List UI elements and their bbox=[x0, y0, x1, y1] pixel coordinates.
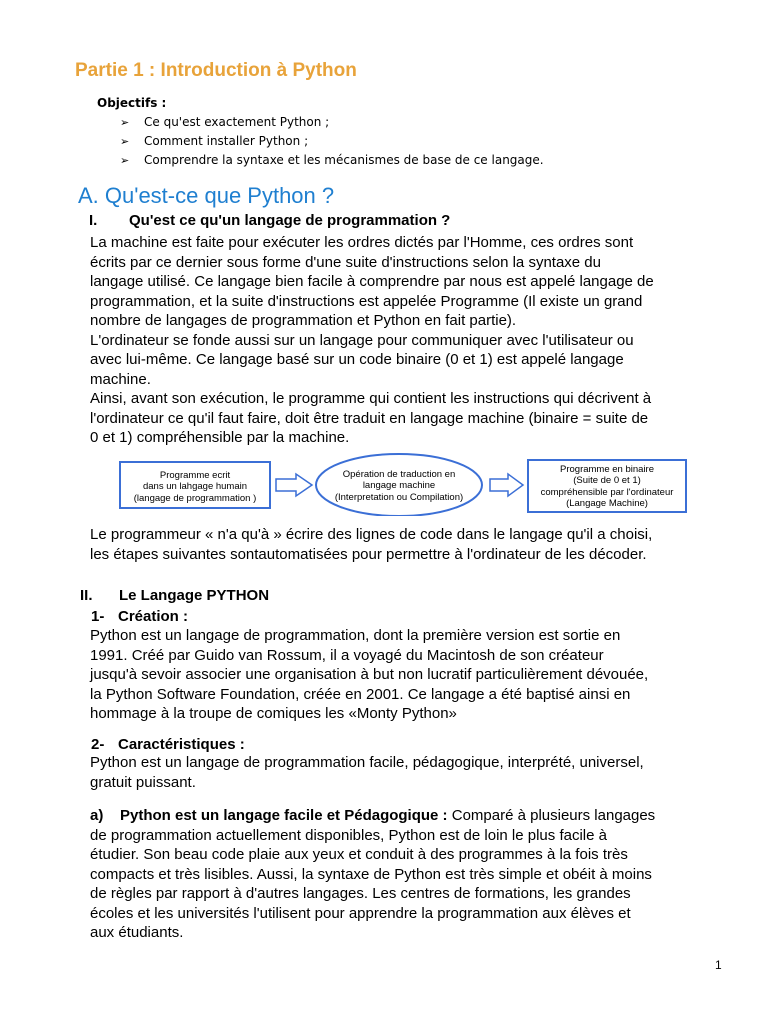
feature-a-paragraph: a) Python est un langage facile et Pédagogique : Comparé à plusieurs langages de programmation actuellement disponibles, Python est de loin le plus facile à étudier. Son beau code plaie aux yeux et conduit à des programmes à la fois très compacts et très lisibles. Aussi, la syntaxe de Python est très simple et obéit à moins de règles par rapport à d'autres langages. Les centres de formations, les grandes écoles et les universités l'utilisent pour apprendre la programmation aux élèves et aux étudiants. bbox=[90, 807, 656, 941]
arrowhead-bullet-icon: ➢ bbox=[120, 154, 130, 167]
caracteristiques-heading: 2- Caractéristiques : bbox=[91, 736, 245, 753]
machine-language-box-line: compréhensible par l'ordinateur bbox=[540, 487, 674, 498]
translation-diagram bbox=[118, 452, 690, 516]
page-title: Partie 1 : Introduction à Python bbox=[75, 60, 357, 81]
arrowhead-bullet-icon: ➢ bbox=[120, 135, 130, 148]
caracteristiques-paragraph: Python est un langage de programmation facile, pédagogique, interprété, universel, gratuit puissant. bbox=[90, 754, 644, 791]
right-arrow-icon bbox=[490, 474, 523, 496]
section-a-heading: A. Qu'est-ce que Python ? bbox=[78, 183, 335, 208]
page-number: 1 bbox=[715, 958, 722, 972]
list-item: ➢ Comprendre la syntaxe et les mécanismes de base de ce langage. bbox=[120, 151, 544, 170]
translation-ellipse-line: (Interpretation ou Compilation) bbox=[334, 492, 464, 503]
machine-language-box-line: (Langage Machine) bbox=[566, 498, 648, 509]
right-arrow-icon bbox=[276, 474, 312, 496]
translation-ellipse-line: Opération de traduction en bbox=[342, 469, 456, 480]
arrowhead-bullet-icon: ➢ bbox=[120, 116, 130, 129]
feature-a-num: a) bbox=[90, 807, 104, 824]
section-i-paragraph-2: Le programmeur « n'a qu'à » écrire des lignes de code dans le langage qu'il a choisi, les étapes suivantes sontautomatisées pour permettre à l'ordinateur de les décoder. bbox=[90, 526, 653, 563]
objectives-label: Objectifs : bbox=[97, 96, 167, 110]
creation-heading: 1- Création : bbox=[91, 608, 189, 625]
section-i-paragraph: La machine est faite pour exécuter les ordres dictés par l'Homme, ces ordres sont écrits par ce dernier sous forme d'une suite d'instructions selon la syntaxe du langage utilisé. Ce langage bien facile à comprendre par nous est appelé langage de programmation, et la suite d'instructions est appelée Programme (Il existe un grand nombre de langages de programmation et Python en fait partie). L'ordinateur se fonde aussi sur un langage pour communiquer avec l'utilisateur ou avec lui-même. Ce langage basé sur un code binaire (0 et 1) est appelé langage machine. Ainsi, avant son exécution, le programme qui contient les instructions qui décrivent à l'ordinateur ce qu'il faut faire, doit être traduit en langage machine (binaire = suite de 0 et 1) compréhensible par la machine. bbox=[90, 234, 654, 446]
human-language-box-line: (langage de programmation ) bbox=[133, 493, 257, 504]
section-i-heading: I. Qu'est ce qu'un langage de programmation ? bbox=[89, 212, 451, 229]
machine-language-box-line: Programme en binaire bbox=[560, 464, 654, 475]
human-language-box-line: Programme ecrit bbox=[159, 470, 231, 481]
feature-a-lead: Python est un langage facile et Pédagogique : bbox=[120, 807, 448, 824]
list-item: ➢ Comment installer Python ; bbox=[120, 132, 544, 151]
objectives-list bbox=[120, 113, 544, 170]
creation-paragraph: Python est un langage de programmation, dont la première version est sortie en 1991. Créé par Guido van Rossum, il a voyagé du Macintosh de son créateur jusqu'à sevoir associer une organisation à but non lucratif particulièrement dévouée, la Python Software Foundation, créée en 2001. Ce langage a été baptisé ainsi en hommage à la troupe de comiques les «Monty Python» bbox=[90, 627, 649, 722]
translation-ellipse-line: langage machine bbox=[362, 480, 436, 491]
section-ii-heading: II. Le Langage PYTHON bbox=[80, 587, 270, 604]
machine-language-box-line: (Suite de 0 et 1) bbox=[573, 475, 641, 486]
list-item: ➢ Ce qu'est exactement Python ; bbox=[120, 113, 544, 132]
human-language-box-line: dans un lahgage humain bbox=[142, 481, 248, 492]
